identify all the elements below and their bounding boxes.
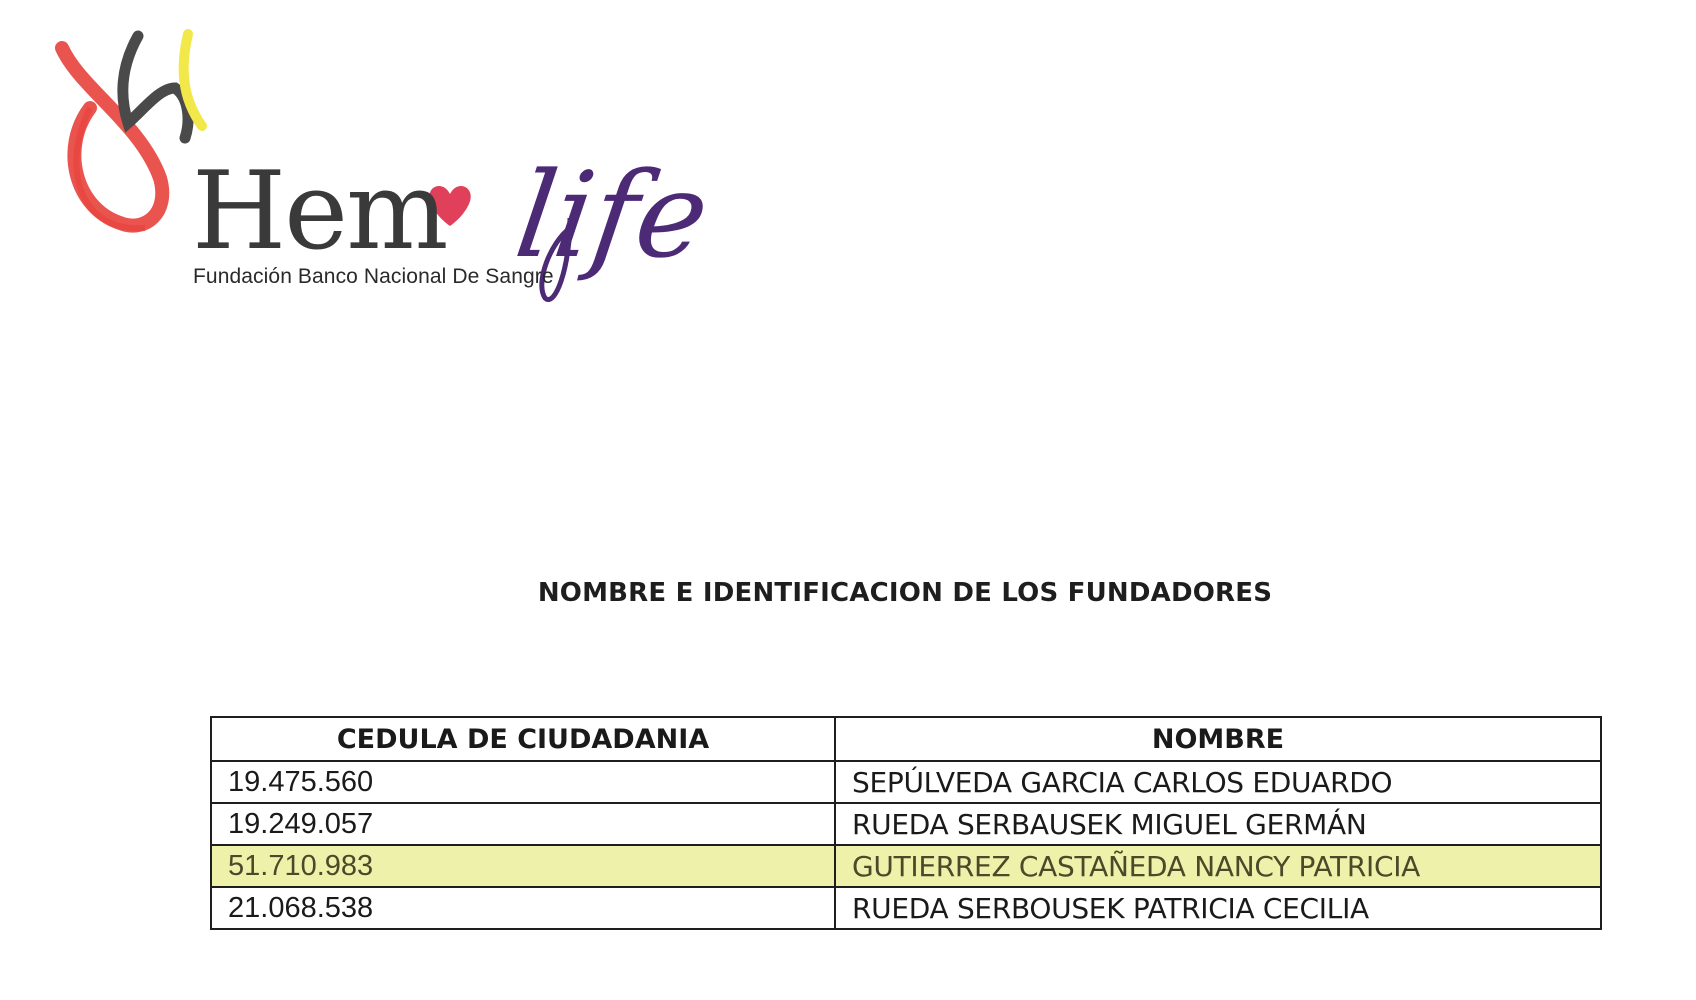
cedula-cell: 19.249.057 bbox=[211, 803, 835, 845]
nombre-cell: SEPÚLVEDA GARCIA CARLOS EDUARDO bbox=[835, 761, 1601, 803]
header-nombre: NOMBRE bbox=[835, 717, 1601, 761]
cedula-cell: 51.710.983 bbox=[211, 845, 835, 887]
logo-script-text: life bbox=[508, 146, 717, 284]
nombre-cell: RUEDA SERBAUSEK MIGUEL GERMÁN bbox=[835, 803, 1601, 845]
cedula-cell: 19.475.560 bbox=[211, 761, 835, 803]
founders-table bbox=[210, 716, 1602, 930]
table-header-row bbox=[211, 717, 1601, 761]
logo-wordmark: Hem bbox=[192, 149, 447, 274]
table-row bbox=[211, 761, 1601, 803]
hemolife-logo bbox=[50, 28, 717, 338]
nombre-cell: GUTIERREZ CASTAÑEDA NANCY PATRICIA bbox=[835, 845, 1601, 887]
logo-subtitle: Fundación Banco Nacional De Sangre bbox=[193, 265, 554, 288]
table-row bbox=[211, 803, 1601, 845]
document-title: NOMBRE E IDENTIFICACION DE LOS FUNDADORES bbox=[537, 578, 1273, 608]
cedula-cell: 21.068.538 bbox=[211, 887, 835, 929]
table-row-highlighted bbox=[211, 845, 1601, 887]
nombre-cell: RUEDA SERBOUSEK PATRICIA CECILIA bbox=[835, 887, 1601, 929]
header-cedula: CEDULA DE CIUDADANIA bbox=[211, 717, 835, 761]
table-row bbox=[211, 887, 1601, 929]
